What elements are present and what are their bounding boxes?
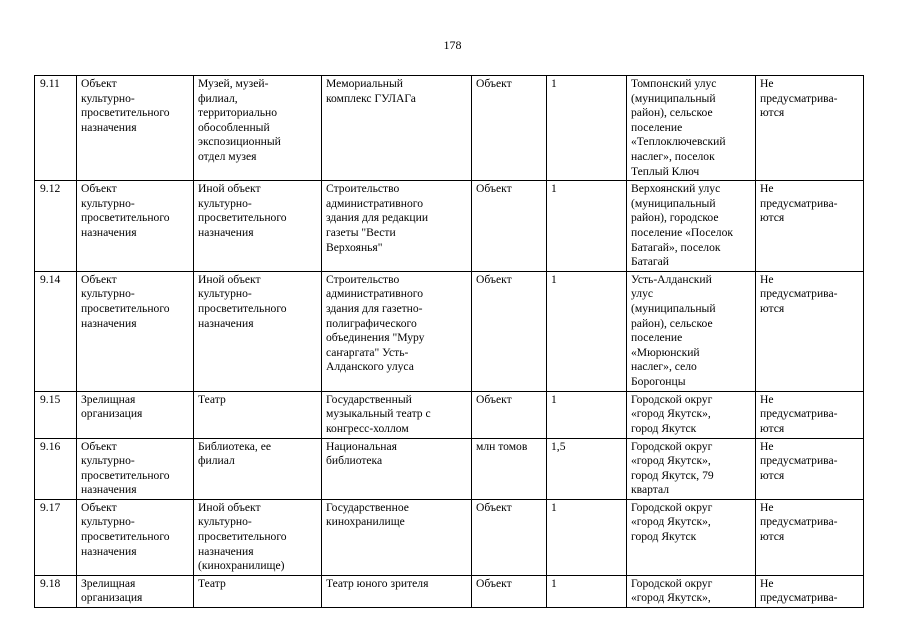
cell-line: «Мюрюнский	[631, 345, 700, 359]
cell-location	[627, 271, 756, 391]
cell-line: Государственный	[326, 392, 412, 406]
cell-line: филиал,	[198, 91, 238, 105]
cell-line: объединения "Муру	[326, 331, 425, 345]
cell-line: Не	[760, 500, 774, 514]
cell-line: культурно-	[81, 454, 135, 468]
cell-unit: Объект	[472, 575, 547, 607]
cell-line: Городской округ	[631, 392, 713, 406]
cell-line: «город Якутск»,	[631, 454, 711, 468]
cell-item-number: 9.11	[35, 76, 77, 181]
cell-line: «город Якутск»,	[631, 407, 711, 421]
cell-line: назначения	[198, 544, 254, 558]
cell-line: Театр	[198, 576, 226, 590]
cell-line: поселение «Поселок	[631, 225, 734, 239]
cell-line: обособленный	[198, 120, 270, 134]
cell-object-type	[194, 438, 322, 499]
cell-line: отдел музея	[198, 149, 257, 163]
cell-object-name	[322, 271, 472, 391]
cell-line: экспозиционный	[198, 135, 281, 149]
cell-item-number: 9.18	[35, 575, 77, 607]
cell-line: Театр юного зрителя	[326, 576, 429, 590]
cell-object-type	[194, 76, 322, 181]
cell-zones	[756, 391, 864, 438]
cell-quantity: 1	[547, 271, 627, 391]
cell-object-category	[77, 499, 194, 575]
cell-line: просветительного	[81, 468, 170, 482]
cell-line: Иной объект	[198, 272, 261, 286]
cell-object-name	[322, 181, 472, 272]
cell-location	[627, 499, 756, 575]
cell-line: Государственное	[326, 500, 409, 514]
cell-unit: Объект	[472, 76, 547, 181]
table-body	[35, 76, 864, 608]
cell-line: Верхоянский улус	[631, 182, 721, 196]
cell-line: Не	[760, 182, 774, 196]
cell-line: предусматрива-	[760, 407, 838, 421]
cell-object-type	[194, 499, 322, 575]
cell-line: Строительство	[326, 182, 400, 196]
cell-line: (кинохранилище)	[198, 559, 285, 573]
cell-location	[627, 181, 756, 272]
cell-line: назначения	[81, 225, 137, 239]
cell-line: административного	[326, 196, 424, 210]
cell-line: предусматрива-	[760, 591, 838, 605]
cell-line: здания для газетно-	[326, 301, 423, 315]
cell-line: Объект	[81, 272, 117, 286]
cell-line: просветительного	[81, 301, 170, 315]
cell-line: город Якутск, 79	[631, 468, 714, 482]
cell-quantity: 1,5	[547, 438, 627, 499]
cell-line: Не	[760, 77, 774, 90]
cell-line: Строительство	[326, 272, 400, 286]
cell-object-type	[194, 181, 322, 272]
cell-line: культурно-	[81, 515, 135, 529]
cell-line: ются	[760, 106, 785, 120]
cell-object-category	[77, 181, 194, 272]
cell-line: филиал	[198, 454, 235, 468]
cell-item-number: 9.14	[35, 271, 77, 391]
cell-object-category	[77, 575, 194, 607]
table-row	[35, 575, 864, 607]
table-row	[35, 181, 864, 272]
cell-line: ются	[760, 468, 785, 482]
cell-line: назначения	[81, 120, 137, 134]
cell-line: наслег», село	[631, 360, 697, 374]
cell-object-type	[194, 391, 322, 438]
cell-line: Верхоянья"	[326, 240, 383, 254]
cell-zones	[756, 76, 864, 181]
cell-line: район), сельское	[631, 316, 713, 330]
cell-line: (муниципальный	[631, 301, 716, 315]
cell-location	[627, 76, 756, 181]
table-row	[35, 499, 864, 575]
cell-location	[627, 438, 756, 499]
cell-unit: Объект	[472, 181, 547, 272]
objects-table	[34, 75, 864, 608]
cell-zones	[756, 438, 864, 499]
cell-line: район), сельское	[631, 106, 713, 120]
cell-object-category	[77, 76, 194, 181]
cell-line: Зрелищная	[81, 392, 136, 406]
cell-line: Городской округ	[631, 576, 713, 590]
cell-line: Батагай», поселок	[631, 240, 721, 254]
cell-line: Объект	[81, 182, 117, 196]
cell-line: улус	[631, 287, 654, 301]
cell-line: ются	[760, 211, 785, 225]
cell-line: ются	[760, 301, 785, 315]
table-row	[35, 438, 864, 499]
cell-line: Батагай	[631, 255, 669, 269]
cell-line: просветительного	[81, 106, 170, 120]
cell-zones	[756, 181, 864, 272]
cell-line: Теплый Ключ	[631, 164, 700, 178]
cell-line: административного	[326, 287, 424, 301]
cell-item-number: 9.12	[35, 181, 77, 272]
cell-line: саҥаргата" Усть-	[326, 345, 409, 359]
cell-line: Иной объект	[198, 182, 261, 196]
cell-line: предусматрива-	[760, 515, 838, 529]
cell-location	[627, 575, 756, 607]
cell-line: предусматрива-	[760, 196, 838, 210]
cell-location	[627, 391, 756, 438]
cell-line: Объект	[81, 439, 117, 453]
cell-line: просветительного	[81, 530, 170, 544]
cell-line: «город Якутск»,	[631, 515, 711, 529]
cell-zones	[756, 575, 864, 607]
cell-unit: млн томов	[472, 438, 547, 499]
cell-item-number: 9.17	[35, 499, 77, 575]
cell-line: Национальная	[326, 439, 397, 453]
cell-object-name	[322, 76, 472, 181]
table-row	[35, 391, 864, 438]
cell-object-category	[77, 391, 194, 438]
cell-line: назначения	[198, 316, 254, 330]
cell-line: Объект	[81, 77, 117, 90]
cell-line: Музей, музей-	[198, 77, 269, 90]
page-number: 178	[443, 38, 462, 52]
cell-quantity: 1	[547, 499, 627, 575]
cell-line: просветительного	[198, 211, 287, 225]
cell-quantity: 1	[547, 181, 627, 272]
cell-line: город Якутск	[631, 421, 697, 435]
cell-line: Объект	[81, 500, 117, 514]
cell-line: назначения	[198, 225, 254, 239]
cell-line: библиотека	[326, 454, 383, 468]
cell-line: Не	[760, 392, 774, 406]
cell-line: культурно-	[198, 287, 252, 301]
cell-line: предусматрива-	[760, 91, 838, 105]
cell-item-number: 9.16	[35, 438, 77, 499]
cell-line: поселение	[631, 120, 683, 134]
cell-line: предусматрива-	[760, 454, 838, 468]
cell-line: ются	[760, 421, 785, 435]
cell-line: культурно-	[81, 91, 135, 105]
cell-line: кинохранилище	[326, 515, 405, 529]
cell-line: Томпонский улус	[631, 77, 717, 90]
cell-object-type	[194, 271, 322, 391]
cell-line: ются	[760, 530, 785, 544]
cell-object-type	[194, 575, 322, 607]
cell-line: газеты "Вести	[326, 225, 396, 239]
cell-line: Библиотека, ее	[198, 439, 272, 453]
cell-line: полиграфического	[326, 316, 417, 330]
cell-zones	[756, 271, 864, 391]
cell-line: просветительного	[81, 211, 170, 225]
cell-quantity: 1	[547, 76, 627, 181]
cell-line: назначения	[81, 316, 137, 330]
cell-line: назначения	[81, 544, 137, 558]
cell-line: город Якутск	[631, 530, 697, 544]
cell-line: Городской округ	[631, 500, 713, 514]
cell-line: культурно-	[81, 287, 135, 301]
cell-line: культурно-	[81, 196, 135, 210]
cell-line: Мемориальный	[326, 77, 403, 90]
cell-zones	[756, 499, 864, 575]
cell-line: просветительного	[198, 530, 287, 544]
cell-line: Усть-Алданский	[631, 272, 712, 286]
cell-line: просветительного	[198, 301, 287, 315]
table-row	[35, 76, 864, 181]
cell-line: поселение	[631, 331, 683, 345]
cell-object-name	[322, 391, 472, 438]
cell-object-category	[77, 438, 194, 499]
cell-object-name	[322, 499, 472, 575]
cell-line: (муниципальный	[631, 196, 716, 210]
cell-line: культурно-	[198, 196, 252, 210]
cell-quantity: 1	[547, 575, 627, 607]
cell-line: Борогонцы	[631, 374, 686, 388]
cell-unit: Объект	[472, 271, 547, 391]
cell-line: наслег», поселок	[631, 149, 715, 163]
cell-line: организация	[81, 407, 143, 421]
cell-line: музыкальный театр с	[326, 407, 431, 421]
cell-line: Театр	[198, 392, 226, 406]
table-row	[35, 271, 864, 391]
cell-line: (муниципальный	[631, 91, 716, 105]
cell-line: территориально	[198, 106, 278, 120]
cell-unit: Объект	[472, 391, 547, 438]
cell-line: Городской округ	[631, 439, 713, 453]
cell-object-name	[322, 575, 472, 607]
cell-item-number: 9.15	[35, 391, 77, 438]
cell-line: Зрелищная	[81, 576, 136, 590]
cell-line: назначения	[81, 483, 137, 497]
cell-line: конгресс-холлом	[326, 421, 409, 435]
cell-object-name	[322, 438, 472, 499]
cell-line: «Теплоключевский	[631, 135, 726, 149]
cell-line: Не	[760, 576, 774, 590]
cell-object-category	[77, 271, 194, 391]
cell-line: «город Якутск»,	[631, 591, 711, 605]
cell-line: квартал	[631, 483, 669, 497]
cell-line: культурно-	[198, 515, 252, 529]
cell-line: район), городское	[631, 211, 719, 225]
cell-line: здания для редакции	[326, 211, 429, 225]
cell-line: организация	[81, 591, 143, 605]
cell-line: комплекс ГУЛАГа	[326, 91, 416, 105]
cell-line: предусматрива-	[760, 287, 838, 301]
cell-unit: Объект	[472, 499, 547, 575]
cell-quantity: 1	[547, 391, 627, 438]
cell-line: Иной объект	[198, 500, 261, 514]
cell-line: Алданского улуса	[326, 360, 414, 374]
cell-line: Не	[760, 272, 774, 286]
cell-line: Не	[760, 439, 774, 453]
